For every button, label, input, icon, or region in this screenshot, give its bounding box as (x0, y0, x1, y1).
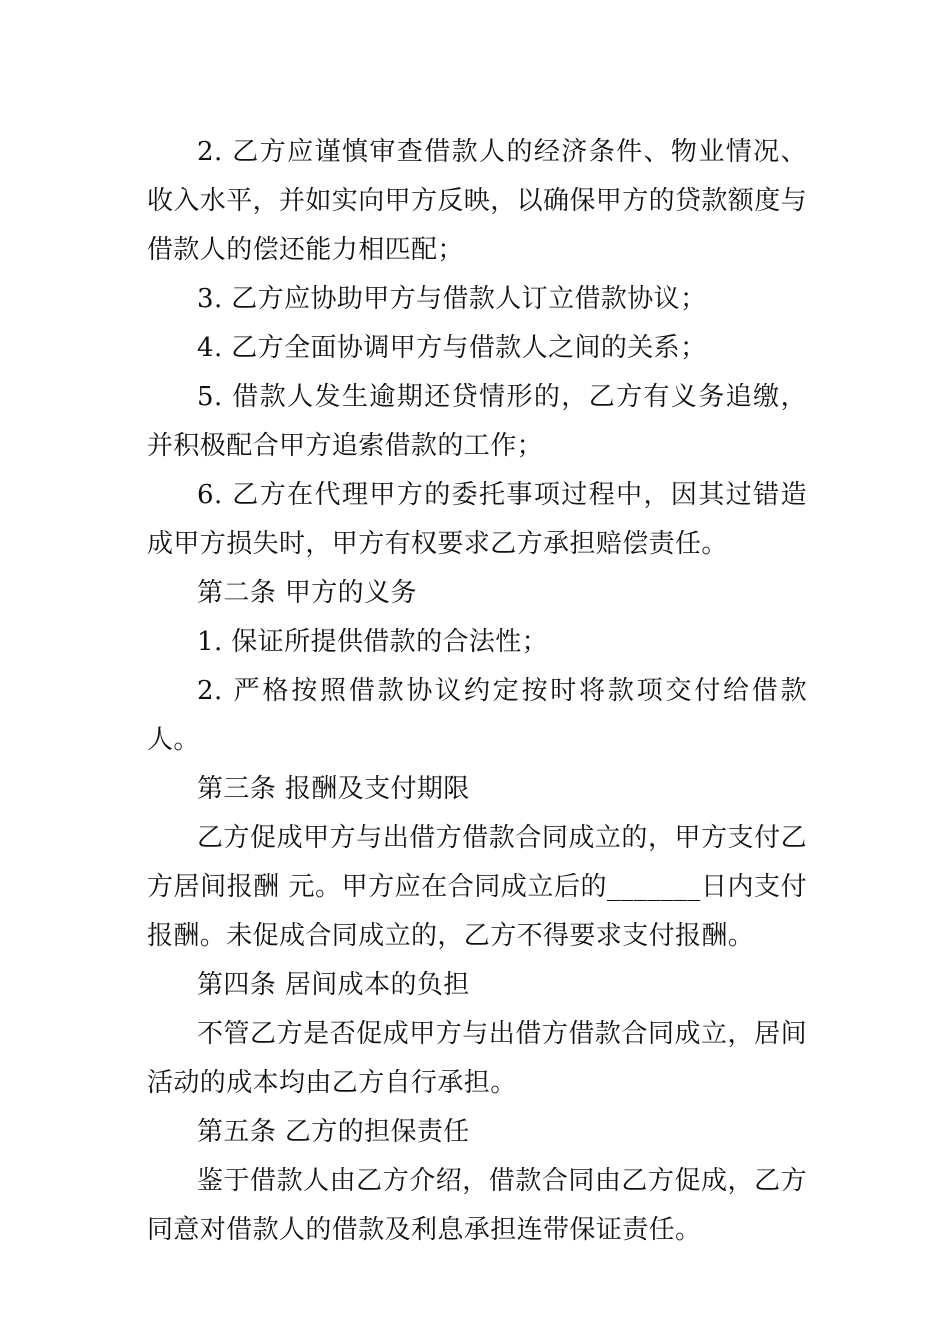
article-3-heading: 第三条 报酬及支付期限 (197, 774, 470, 804)
article-2-item-2: 2. 严格按照借款协议约定按时将款项交付给借款人。 (147, 676, 807, 755)
clause-item-6-liability: 6. 乙方在代理甲方的委托事项过程中，因其过错造成甲方损失时，甲方有权要求乙方承担赔偿责任。 (147, 480, 807, 559)
article-2-item-1: 1. 保证所提供借款的合法性； (197, 627, 549, 657)
clause-item-5-overdue-recovery: 5. 借款人发生逾期还贷情形的，乙方有义务追缴，并积极配合甲方追索借款的工作； (147, 382, 807, 461)
article-4-body: 不管乙方是否促成甲方与出借方借款合同成立，居间活动的成本均由乙方自行承担。 (147, 1019, 807, 1098)
clause-item-4-coordinate: 4. 乙方全面协调甲方与借款人之间的关系； (197, 333, 707, 363)
document-body (147, 128, 807, 1255)
article-5-heading: 第五条 乙方的担保责任 (197, 1117, 470, 1147)
clause-item-3-assist-agreement: 3. 乙方应协助甲方与借款人订立借款协议； (197, 284, 707, 314)
article-3-body: 乙方促成甲方与出借方借款合同成立的，甲方支付乙方居间报酬 元。甲方应在合同成立后的_______日内支付报酬。未促成合同成立的，乙方不得要求支付报酬。 (147, 823, 807, 951)
article-2-heading: 第二条 甲方的义务 (197, 578, 417, 608)
clause-item-2-review-borrower: 2. 乙方应谨慎审查借款人的经济条件、物业情况、收入水平，并如实向甲方反映，以确保甲方的贷款额度与借款人的偿还能力相匹配； (147, 137, 808, 265)
article-4-heading: 第四条 居间成本的负担 (197, 970, 470, 1000)
article-5-body: 鉴于借款人由乙方介绍，借款合同由乙方促成，乙方同意对借款人的借款及利息承担连带保证责任。 (147, 1166, 807, 1245)
